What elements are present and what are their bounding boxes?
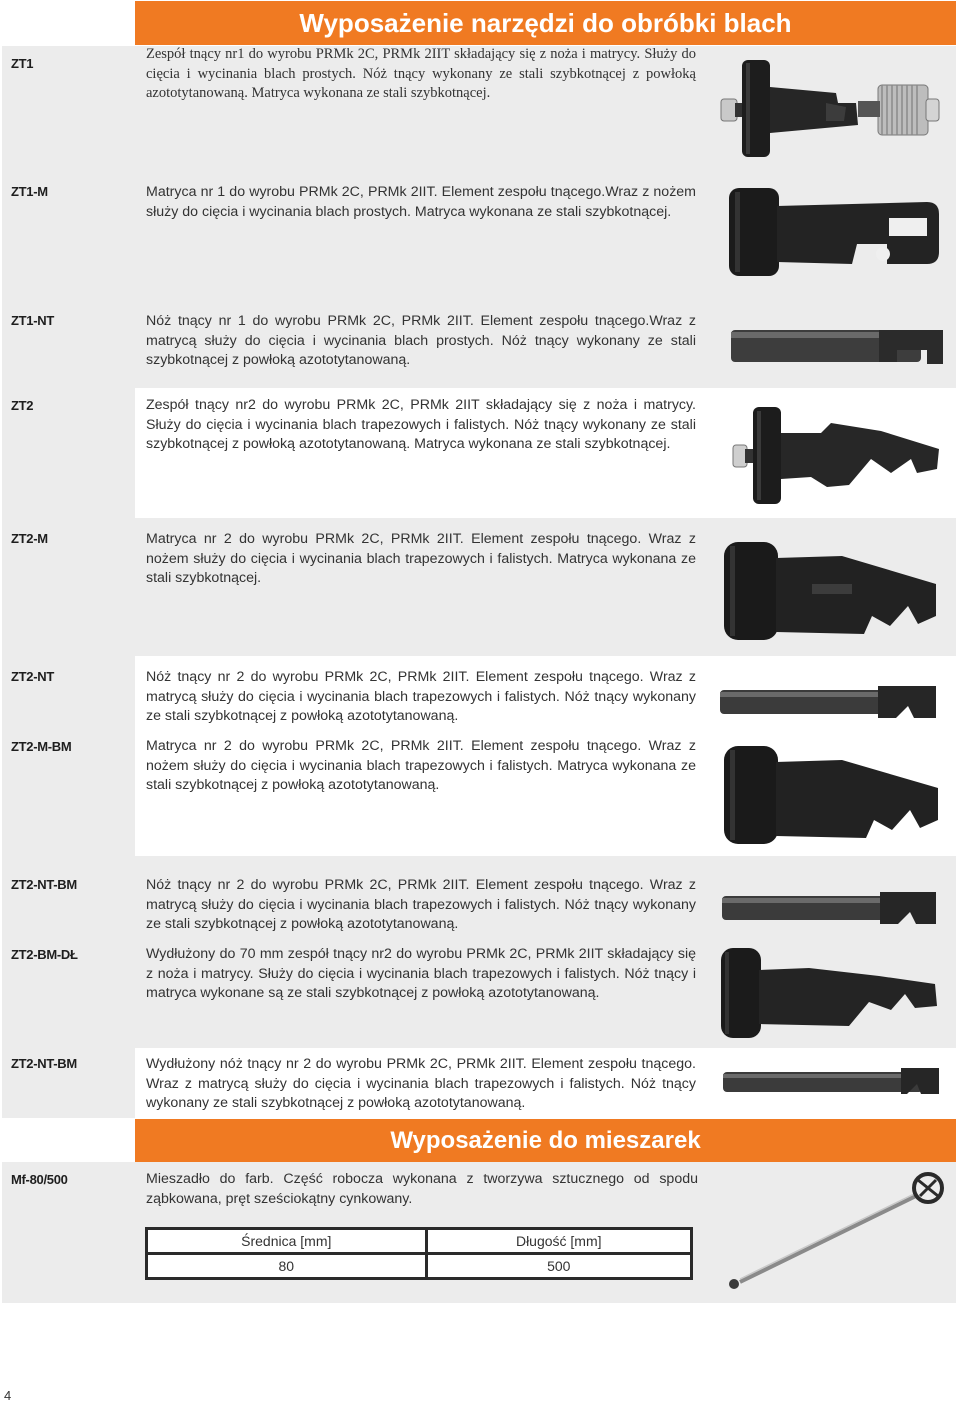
product-code: ZT2-NT-BM [11, 877, 77, 892]
table-header-cell: Średnica [mm] [147, 1229, 427, 1254]
product-code: ZT2-M-BM [11, 739, 72, 754]
table-cell: 80 [147, 1254, 427, 1279]
product-description: Matryca nr 2 do wyrobu PRMk 2C, PRMk 2IIT. Element zespołu tnącego. Wraz z nożem służy do cięcia i wycinania blach trapezowych i falistych. Matryca wykonana ze stali szybkotnącej z powłoką azototytanowaną. [146, 738, 696, 793]
product-description: Matryca nr 1 do wyrobu PRMk 2C, PRMk 2IIT. Element zespołu tnącego.Wraz z nożem służy do cięcia i wycinania blach prostych. Matryca wykonana ze stali szybkotnącej. [146, 184, 696, 220]
knife-icon [720, 886, 940, 932]
knife-icon [718, 678, 940, 728]
long-knife-icon [721, 1062, 943, 1102]
section-header-sheet-metal-tools: Wyposażenie narzędzi do obróbki blach [135, 1, 956, 45]
product-description: Mieszadło do farb. Część robocza wykonana z tworzywa sztucznego od spodu ząbkowana, pręt sześciokątny cynkowany. [146, 1171, 698, 1207]
dimensions-table [145, 1227, 693, 1280]
cutting-set-icon [716, 55, 942, 160]
table-cell: 500 [426, 1254, 692, 1279]
table-row [147, 1254, 692, 1279]
product-code: ZT2-NT [11, 669, 54, 684]
product-code: ZT1-M [11, 184, 48, 199]
long-cutting-set-icon [719, 946, 941, 1042]
product-code: Mf-80/500 [11, 1172, 68, 1187]
product-description: Wydłużony do 70 mm zespół tnący nr2 do wyrobu PRMk 2C, PRMk 2IIT składający się z noża i matrycy. Służy do cięcia i wycinania blach trapezowych i falistych. Nóż tnący i matryca wykonane są ze stali szybkotnącej z powłoką azototytanowaną. [146, 946, 696, 1001]
product-description: Nóż tnący nr 2 do wyrobu PRMk 2C, PRMk 2IIT. Element zespołu tnącego. Wraz z matrycą służy do cięcia i wycinania blach trapezowych i falistych. Nóż tnący wykonany ze stali szybkotnącej z powłoką azototytanowaną. [146, 877, 696, 932]
product-description: Zespół tnący nr2 do wyrobu PRMk 2C, PRMk 2IIT składający się z noża i matrycy. Służy do cięcia i wycinania blach trapezowych i falistych. Nóż tnący wykonany ze stali szybkotnącej z powłoką azototytanowaną. Matryca wykonana ze stali szybkotnącej. [146, 397, 696, 452]
product-code: ZT2-NT-BM [11, 1056, 77, 1071]
section-header-mixers: Wyposażenie do mieszarek [135, 1119, 956, 1162]
knife-icon [729, 320, 947, 380]
product-code: ZT2 [11, 398, 34, 413]
die-icon [722, 742, 942, 848]
code-column-block-1 [2, 46, 135, 388]
paint-mixer-icon [716, 1166, 946, 1296]
product-code: ZT1 [11, 56, 34, 71]
product-code: ZT1-NT [11, 313, 54, 328]
die-icon [727, 178, 942, 283]
code-column-block-3 [2, 656, 135, 856]
table-header-cell: Długość [mm] [426, 1229, 692, 1254]
table-header-row [147, 1229, 692, 1254]
product-code: ZT2-BM-DŁ [11, 947, 78, 962]
product-description: Wydłużony nóż tnący nr 2 do wyrobu PRMk 2C, PRMk 2IIT. Element zespołu tnącego. Wraz z matrycą służy do cięcia i wycinania blach trapezowych i falistych. Nóż tnący wykonany ze stali szybkotnącej z powłoką azototytanowaną. [146, 1056, 696, 1111]
die-icon [722, 536, 940, 646]
product-description: Zespół tnący nr1 do wyrobu PRMk 2C, PRMk 2IIT składający się z noża i matrycy. Służy do cięcia i wycinania blach prostych. Nóż tnący wykonany ze stali szybkotnącej z powłoką azototytanowaną. Matryca wykonana ze stali szybkotnącej. [146, 46, 696, 101]
page-number: 4 [4, 1388, 12, 1403]
product-description: Nóż tnący nr 2 do wyrobu PRMk 2C, PRMk 2IIT. Element zespołu tnącego. Wraz z matrycą służy do cięcia i wycinania blach trapezowych i falistych. Nóż tnący wykonany ze stali szybkotnącej z powłoką azototytanowaną. [146, 669, 696, 724]
cutting-set-icon [731, 403, 943, 508]
product-description: Matryca nr 2 do wyrobu PRMk 2C, PRMk 2IIT. Element zespołu tnącego. Wraz z nożem służy do cięcia i wycinania blach trapezowych i falistych. Matryca wykonana ze stali szybkotnącej. [146, 531, 696, 586]
product-code: ZT2-M [11, 531, 48, 546]
code-column-block-2 [2, 388, 135, 656]
product-description: Nóż tnący nr 1 do wyrobu PRMk 2C, PRMk 2IIT. Element zespołu tnącego.Wraz z matrycą służy do cięcia i wycinania blach prostych. Nóż tnący wykonany ze stali szybkotnącej z powłoką azototytanowaną. [146, 313, 696, 368]
